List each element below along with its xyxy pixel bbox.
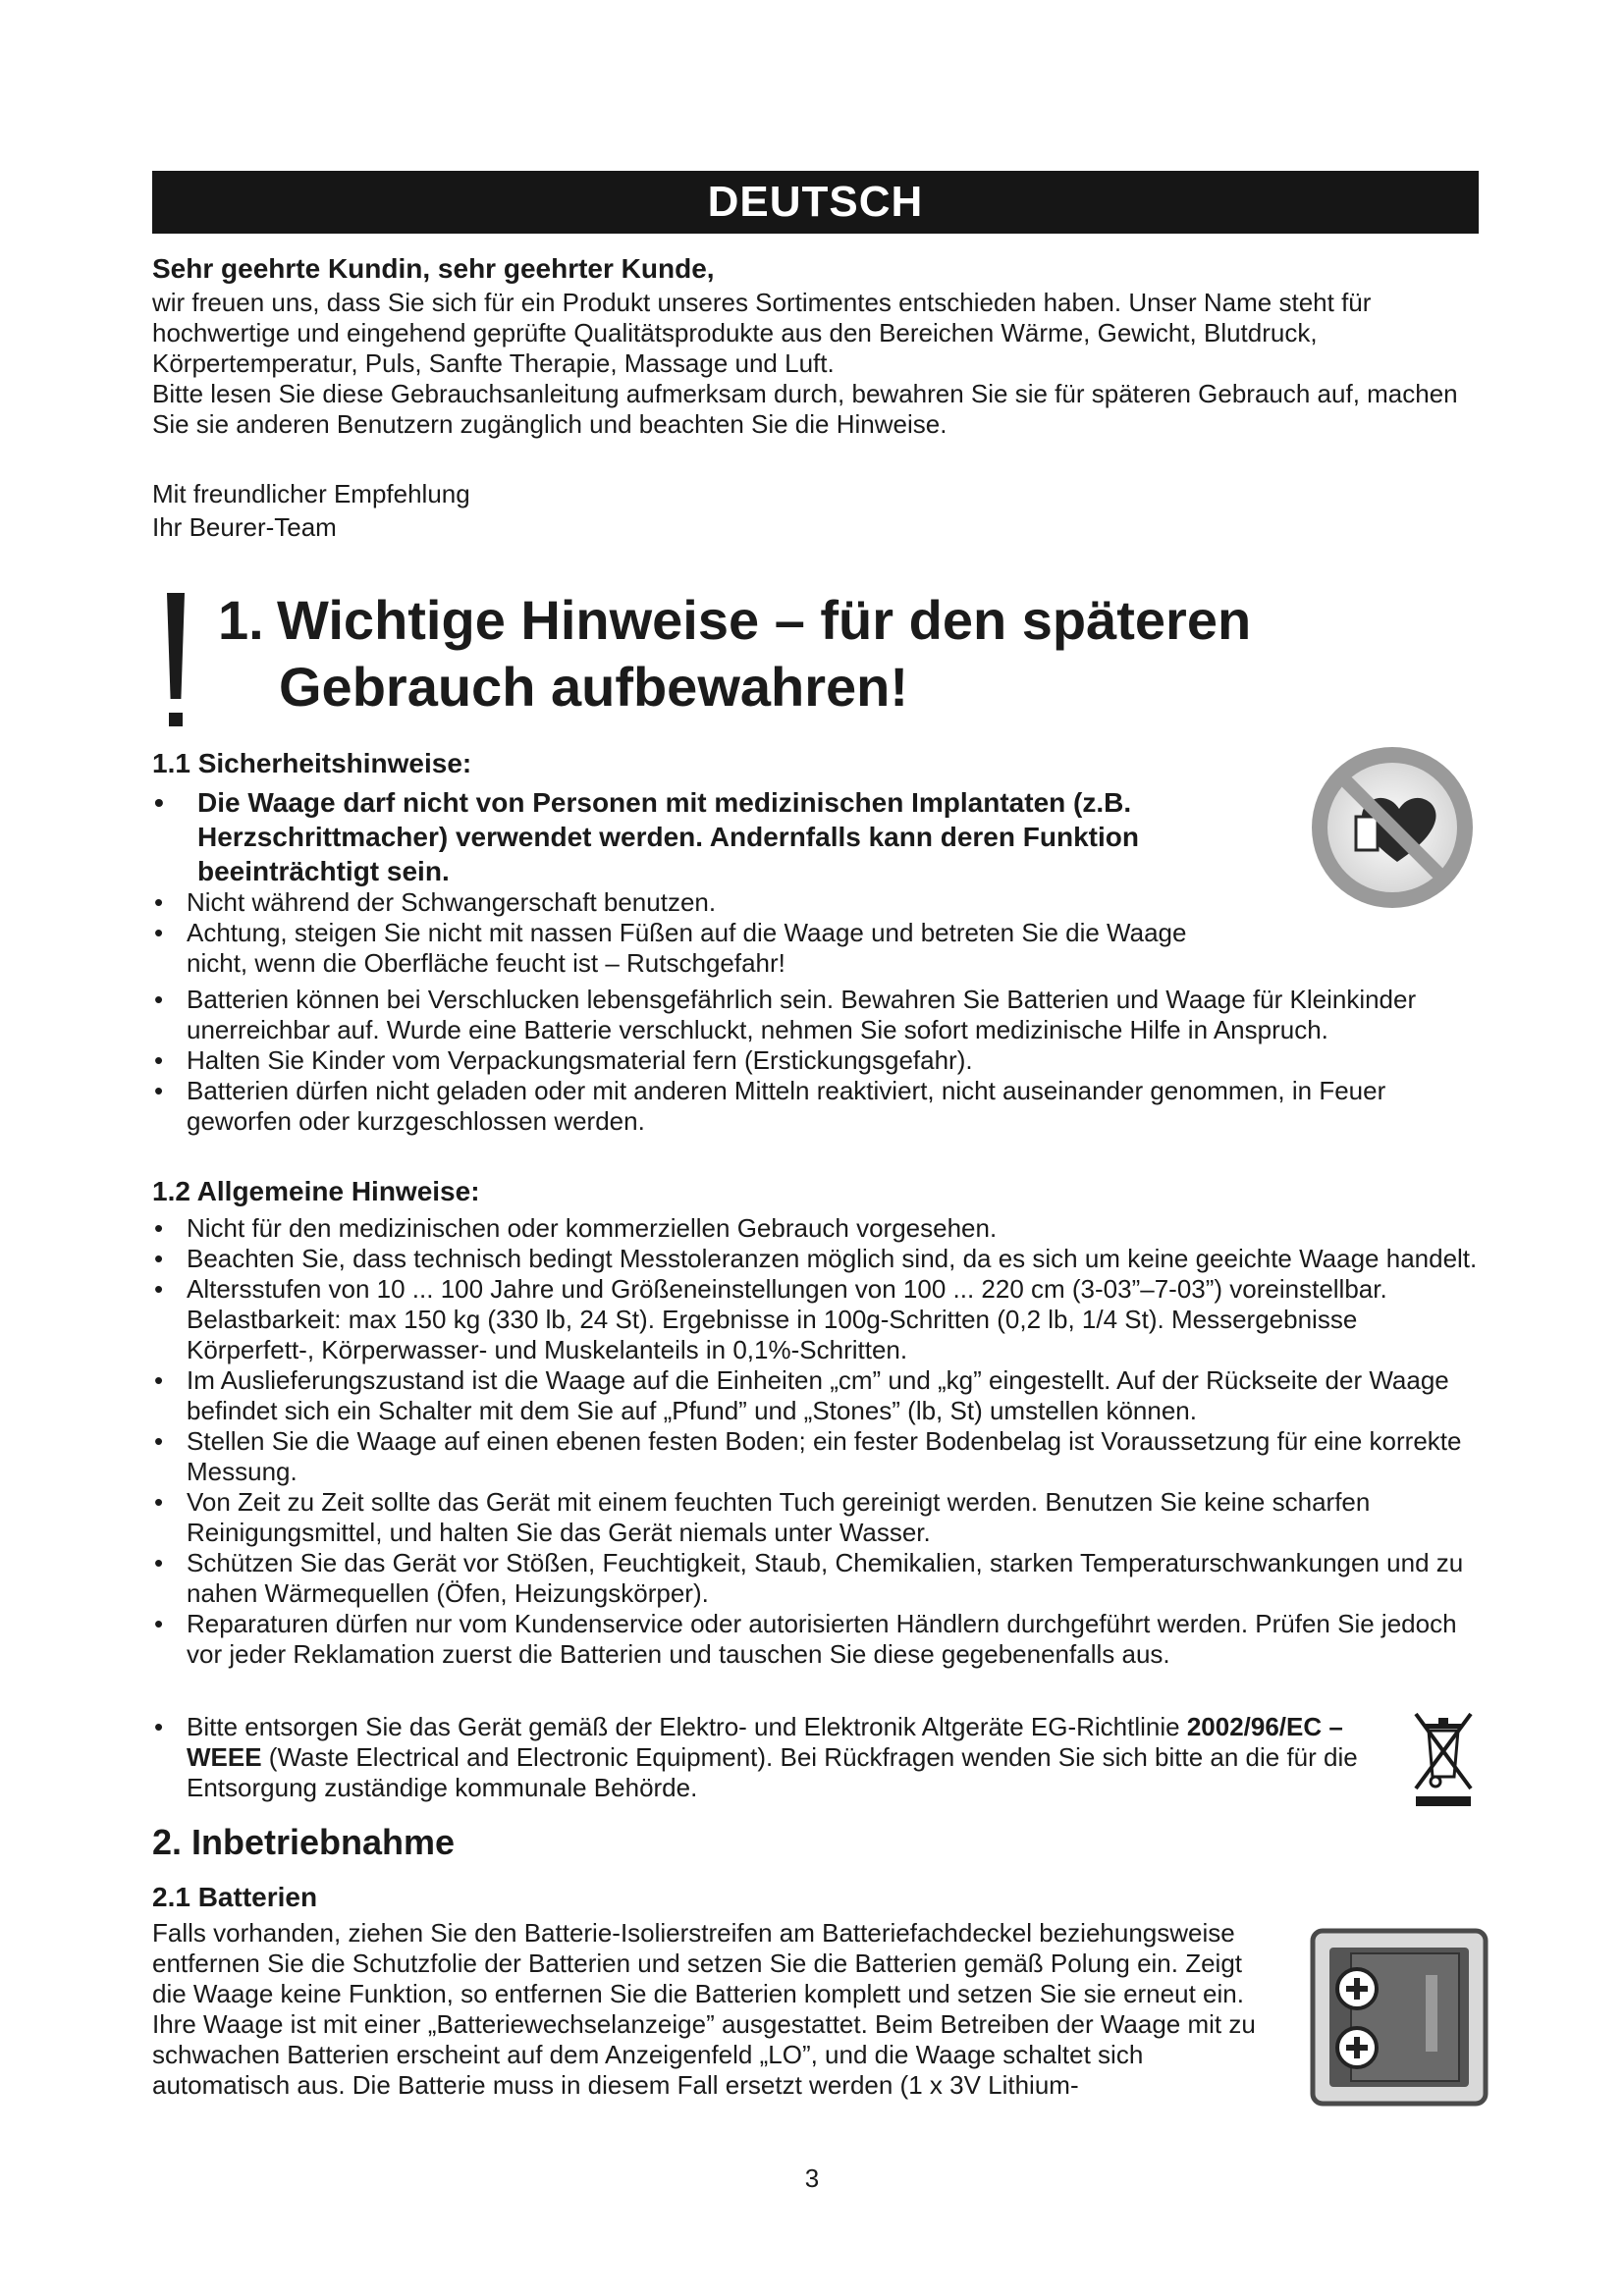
- weee-text-pre: Bitte entsorgen Sie das Gerät gemäß der Elektro- und Elektronik Altgeräte EG-Richtlinie: [187, 1712, 1187, 1741]
- closing-line-2: Ihr Beurer-Team: [152, 512, 337, 542]
- section-1-title-line-1: Wichtige Hinweise – für den späteren: [277, 589, 1252, 651]
- battery-compartment-icon: [1310, 1928, 1489, 2111]
- general-item: • Stellen Sie die Waage auf einen ebenen festen Boden; ein fester Bodenbelag ist Voraussetzung für eine korrekte Messung.: [152, 1426, 1488, 1487]
- general-item: • Altersstufen von 10 ... 100 Jahre und Größeneinstellungen von 100 ... 220 cm (3-03”–7-03”) voreinstellbar. Belastbarkeit: max 150 kg (330 lb, 24 St). Ergebnisse in 100g-Schritten (0,2 lb, 1/4 St). Messergebnisse Körperfett-, Körperwasser- und Muskelanteils in 0,1%-Schritten.: [152, 1274, 1488, 1365]
- safety-item: • Halten Sie Kinder vom Verpackungsmaterial fern (Erstickungsgefahr).: [152, 1045, 1488, 1076]
- safety-item: • Achtung, steigen Sie nicht mit nassen Füßen auf die Waage und betreten Sie die Waage nicht, wenn die Oberfläche feucht ist – Rutschgefahr!: [152, 918, 1252, 979]
- safety-bold-item: • Die Waage darf nicht von Personen mit medizinischen Implantaten (z.B. Herzschrittmacher) verwendet werden. Andernfalls kann deren Funktion beeinträchtigt sein.: [152, 785, 1272, 888]
- intro-block: [152, 253, 1478, 440]
- page-number: 3: [804, 2163, 820, 2193]
- weee-bin-icon: [1412, 1708, 1475, 1815]
- intro-paragraph-2: Bitte lesen Sie diese Gebrauchsanleitung aufmerksam durch, bewahren Sie sie für späteren Gebrauch auf, machen Sie sie anderen Benutzern zugänglich und beachten Sie die Hinweise.: [152, 379, 1458, 439]
- safety-heading: 1.1 Sicherheitshinweise:: [152, 748, 472, 778]
- general-heading: 1.2 Allgemeine Hinweise:: [152, 1176, 480, 1206]
- weee-directive: 2002/96/EC –: [1186, 1712, 1343, 1741]
- general-item: • Im Auslieferungszustand ist die Waage auf die Einheiten „cm” und „kg” eingestellt. Auf der Rückseite der Waage befindet sich ein Schalter mit dem Sie auf „Pfund” und „Stones” (lb, St) umstellen können.: [152, 1365, 1488, 1426]
- no-pacemaker-icon: [1309, 744, 1476, 916]
- weee-text-post: (Waste Electrical and Electronic Equipment). Bei Rückfragen wenden Sie sich bitte an die für die Entsorgung zuständige kommunale Behörde.: [187, 1742, 1358, 1802]
- language-banner: DEUTSCH: [152, 171, 1479, 234]
- safety-list: [152, 887, 1252, 979]
- batteries-heading: 2.1 Batterien: [152, 1882, 318, 1912]
- exclamation-icon: [167, 593, 185, 726]
- closing-block: [152, 477, 470, 544]
- weee-item: [152, 1712, 1360, 1803]
- general-item: • Schützen Sie das Gerät vor Stößen, Feuchtigkeit, Staub, Chemikalien, starken Temperaturschwankungen und zu nahen Wärmequellen (Öfen, Heizungskörper).: [152, 1548, 1488, 1609]
- weee-label: WEEE: [187, 1742, 262, 1772]
- general-item: • Reparaturen dürfen nur vom Kundenservice oder autorisierten Händlern durchgeführt werden. Prüfen Sie jedoch vor jeder Reklamation zuerst die Batterien und tauschen Sie diese gegebenenfalls aus.: [152, 1609, 1488, 1670]
- general-item: • Nicht für den medizinischen oder kommerziellen Gebrauch vorgesehen.: [152, 1213, 1488, 1244]
- safety-item: • Batterien können bei Verschlucken lebensgefährlich sein. Bewahren Sie Batterien und Waage für Kleinkinder unerreichbar auf. Wurde eine Batterie verschluckt, nehmen Sie sofort medizinische Hilfe in Anspruch.: [152, 985, 1488, 1045]
- safety-item: • Nicht während der Schwangerschaft benutzen.: [152, 887, 1252, 918]
- section-1-title-line-2: Gebrauch aufbewahren!: [279, 656, 909, 718]
- closing-line-1: Mit freundlicher Empfehlung: [152, 479, 470, 508]
- safety-item: • Batterien dürfen nicht geladen oder mit anderen Mitteln reaktiviert, nicht auseinander genommen, in Feuer geworfen oder kurzgeschlossen werden.: [152, 1076, 1488, 1137]
- salutation: Sehr geehrte Kundin, sehr geehrter Kunde,: [152, 253, 715, 284]
- section-2-title: 2. Inbetriebnahme: [152, 1822, 456, 1862]
- general-item: • Von Zeit zu Zeit sollte das Gerät mit einem feuchten Tuch gereinigt werden. Benutzen Sie keine scharfen Reinigungsmittel, und halten Sie das Gerät niemals unter Wasser.: [152, 1487, 1488, 1548]
- weee-block: [152, 1712, 1360, 1803]
- section-1-title: [218, 587, 1251, 721]
- general-list: [152, 1213, 1488, 1670]
- batteries-text: Falls vorhanden, ziehen Sie den Batterie-Isolierstreifen am Batteriefachdeckel beziehungsweise entfernen Sie die Schutzfolie der Batterien und setzen Sie die Batterien gemäß Polung ein. Zeigt die Waage keine Funktion, so entfernen Sie die Batterien komplett und setzen Sie sie erneut ein. Ihre Waage ist mit einer „Batteriewechselanzeige” ausgestattet. Beim Betreiben der Waage mit zu schwachen Batterien erscheint auf dem Anzeigenfeld „LO”, und die Waage schaltet sich automatisch aus. Die Batterie muss in diesem Fall ersetzt werden (1 x 3V Lithium-: [152, 1918, 1256, 2100]
- safety-bold-block: [152, 785, 1272, 888]
- section-1-number: 1.: [218, 589, 264, 651]
- general-item: • Beachten Sie, dass technisch bedingt Messtoleranzen möglich sind, da es sich um keine geeichte Waage handelt.: [152, 1244, 1488, 1274]
- intro-paragraph-1: wir freuen uns, dass Sie sich für ein Produkt unseres Sortimentes entschieden haben. Unser Name steht für hochwertige und eingehend geprüfte Qualitätsprodukte aus den Bereichen Wärme, Gewicht, Blutdruck, Körpertemperatur, Puls, Sanfte Therapie, Massage und Luft.: [152, 288, 1372, 378]
- safety-list-continued: [152, 985, 1488, 1137]
